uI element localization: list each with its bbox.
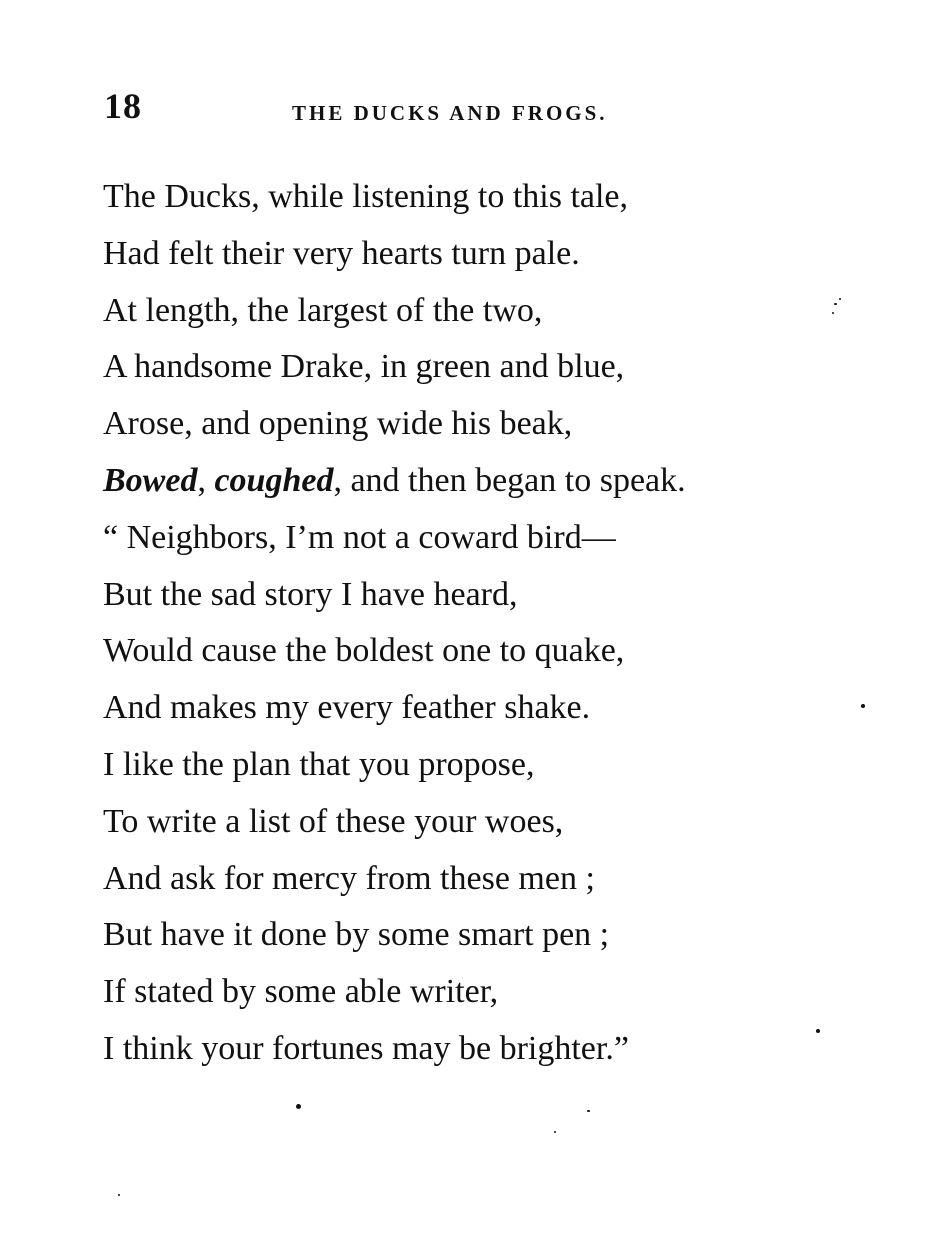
italic-word-bowed: Bowed — [103, 461, 198, 499]
poem-line-4: A handsome Drake, in green and blue, — [103, 348, 625, 386]
ink-speck — [839, 298, 841, 300]
poem-line-16: I think your fortunes may be brighter.” — [103, 1029, 629, 1067]
poem-line-10: And makes my every feather shake. — [103, 689, 591, 727]
line-6-rest: , and then began to speak. — [333, 461, 686, 499]
poem-line-6 — [103, 453, 863, 510]
poem-line-5: Arose, and opening wide his beak, — [103, 405, 573, 443]
poem-text — [103, 169, 863, 1078]
ink-speck — [587, 1110, 590, 1112]
line-6-separator: , — [197, 461, 215, 499]
ink-speck — [834, 303, 837, 305]
ink-speck — [816, 1029, 820, 1033]
poem-line-12: To write a list of these your woes, — [103, 802, 564, 840]
poem-line-8: But the sad story I have heard, — [103, 575, 518, 613]
page-header — [0, 0, 932, 150]
italic-word-coughed: coughed — [214, 461, 334, 499]
ink-speck — [861, 704, 865, 708]
ink-speck — [554, 1131, 556, 1133]
poem-line-11: I like the plan that you propose, — [103, 745, 535, 783]
poem-line-2: Had felt their very hearts turn pale. — [103, 234, 580, 272]
running-title: THE DUCKS AND FROGS. — [292, 101, 608, 125]
poem-line-3: At length, the largest of the two, — [103, 291, 543, 329]
poem-line-13: And ask for mercy from these men ; — [103, 859, 595, 897]
ink-speck — [118, 1194, 120, 1196]
poem-line-15: If stated by some able writer, — [103, 973, 499, 1011]
poem-line-7: “ Neighbors, I’m not a coward bird— — [103, 518, 616, 556]
poem-line-1: The Ducks, while listening to this tale, — [103, 178, 629, 215]
poem-line-14: But have it done by some smart pen ; — [103, 916, 610, 954]
ink-speck — [296, 1104, 301, 1109]
poem-line-9: Would cause the boldest one to quake, — [103, 632, 625, 670]
ink-speck — [832, 312, 834, 314]
page-number: 18 — [104, 86, 142, 126]
